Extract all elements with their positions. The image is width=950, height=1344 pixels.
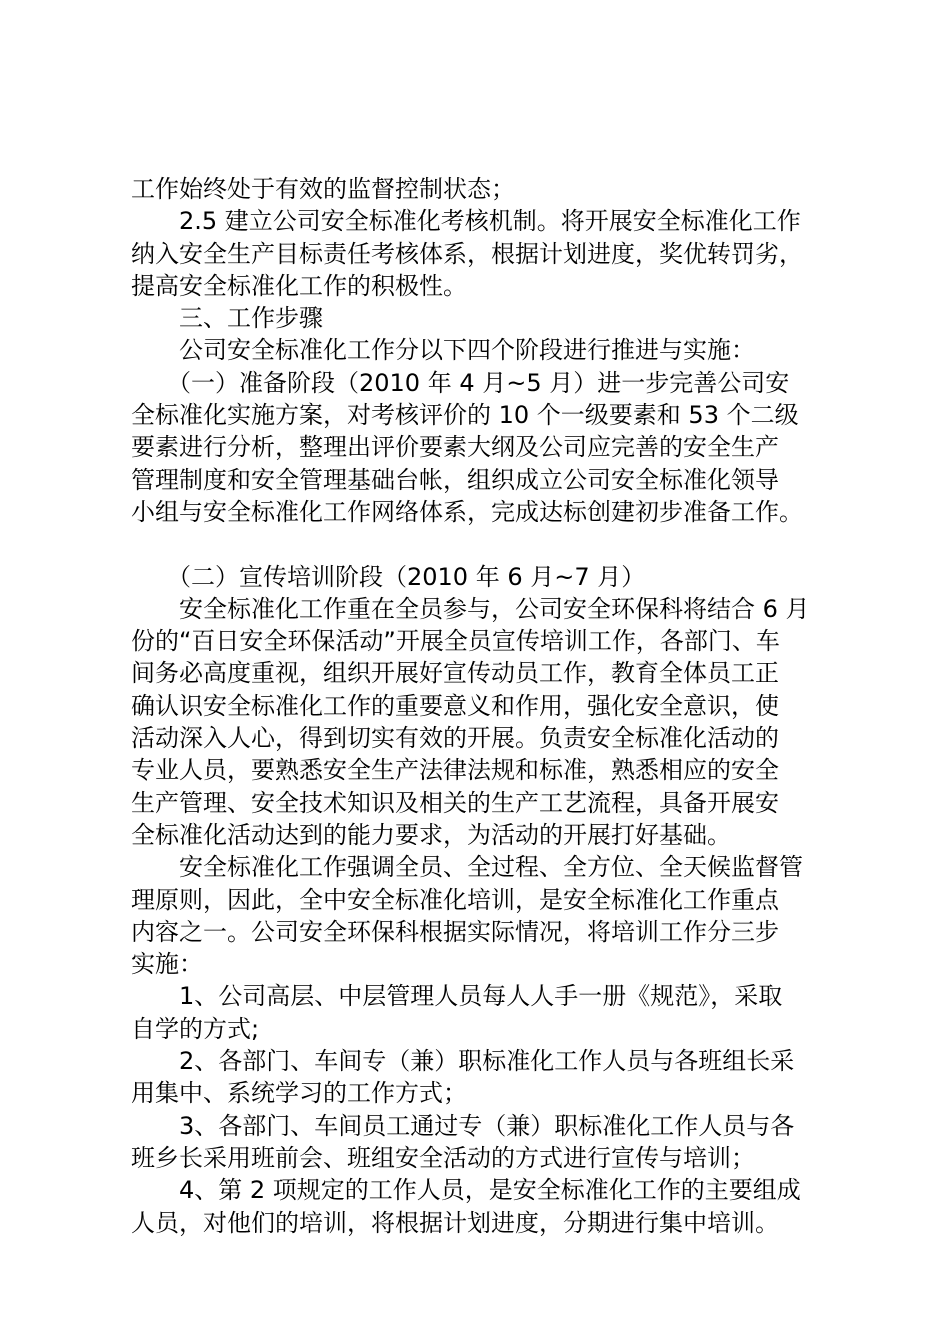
text-line: 实施： — [131, 950, 203, 979]
text-line: 活动深入人心，得到切实有效的开展。负责安全标准化活动的 — [131, 724, 779, 753]
text-line: 确认识安全标准化工作的重要意义和作用，强化安全意识，使 — [131, 691, 779, 720]
text-line: 份的“百日安全环保活动”开展全员宣传培训工作，各部门、车 — [131, 627, 780, 656]
text-line: 自学的方式; — [131, 1014, 260, 1043]
text-line: （一）准备阶段（2010 年 4 月~5 月）进一步完善公司安 — [131, 368, 790, 397]
text-line: 4、第 2 项规定的工作人员，是安全标准化工作的主要组成 — [131, 1176, 801, 1205]
text-line: 提高安全标准化工作的积极性。 — [131, 271, 467, 300]
text-line: 安全标准化工作重在全员参与，公司安全环保科将结合 6 月 — [131, 594, 810, 623]
text-line: 2、各部门、车间专（兼）职标准化工作人员与各班组长采 — [131, 1047, 795, 1076]
text-line: 1、公司高层、中层管理人员每人人手一册《规范》，采取 — [131, 982, 783, 1011]
text-line: 用集中、系统学习的工作方式； — [131, 1079, 467, 1108]
text-line: 3、各部门、车间员工通过专（兼）职标准化工作人员与各 — [131, 1111, 795, 1140]
text-line: 公司安全标准化工作分以下四个阶段进行推进与实施： — [131, 336, 755, 365]
text-line: （二）宣传培训阶段（2010 年 6 月~7 月） — [131, 562, 646, 591]
text-line: 要素进行分析，整理出评价要素大纲及公司应完善的安全生产 — [131, 433, 779, 462]
text-line: 小组与安全标准化工作网络体系，完成达标创建初步准备工作。 — [131, 497, 803, 526]
text-line: 工作始终处于有效的监督控制状态； — [131, 175, 515, 203]
text-line: 人员，对他们的培训，将根据计划进度，分期进行集中培训。 — [131, 1208, 779, 1237]
text-line: 全标准化活动达到的能力要求，为活动的开展打好基础。 — [131, 820, 731, 849]
text-line: 班乡长采用班前会、班组安全活动的方式进行宣传与培训； — [131, 1143, 755, 1172]
text-line: 纳入安全生产目标责任考核体系，根据计划进度，奖优转罚劣， — [131, 239, 803, 268]
text-line: 专业人员，要熟悉安全生产法律法规和标准，熟悉相应的安全 — [131, 756, 779, 785]
text-line: 间务必高度重视，组织开展好宣传动员工作，教育全体员工正 — [131, 659, 779, 688]
text-line: 内容之一。公司安全环保科根据实际情况，将培训工作分三步 — [131, 917, 779, 946]
text-line: 管理制度和安全管理基础台帐，组织成立公司安全标准化领导 — [131, 465, 779, 494]
blank-line — [131, 528, 831, 560]
text-line: 安全标准化工作强调全员、全过程、全方位、全天候监督管 — [131, 853, 803, 882]
text-line: 生产管理、安全技术知识及相关的生产工艺流程，具备开展安 — [131, 788, 779, 817]
text-line: 全标准化实施方案，对考核评价的 10 个一级要素和 53 个二级 — [131, 401, 799, 430]
document-body — [131, 173, 831, 1239]
text-line: 三、工作步骤 — [131, 304, 323, 333]
text-line: 理原则，因此，全中安全标准化培训，是安全标准化工作重点 — [131, 885, 779, 914]
text-line: 2.5 建立公司安全标准化考核机制。将开展安全标准化工作 — [131, 207, 801, 236]
